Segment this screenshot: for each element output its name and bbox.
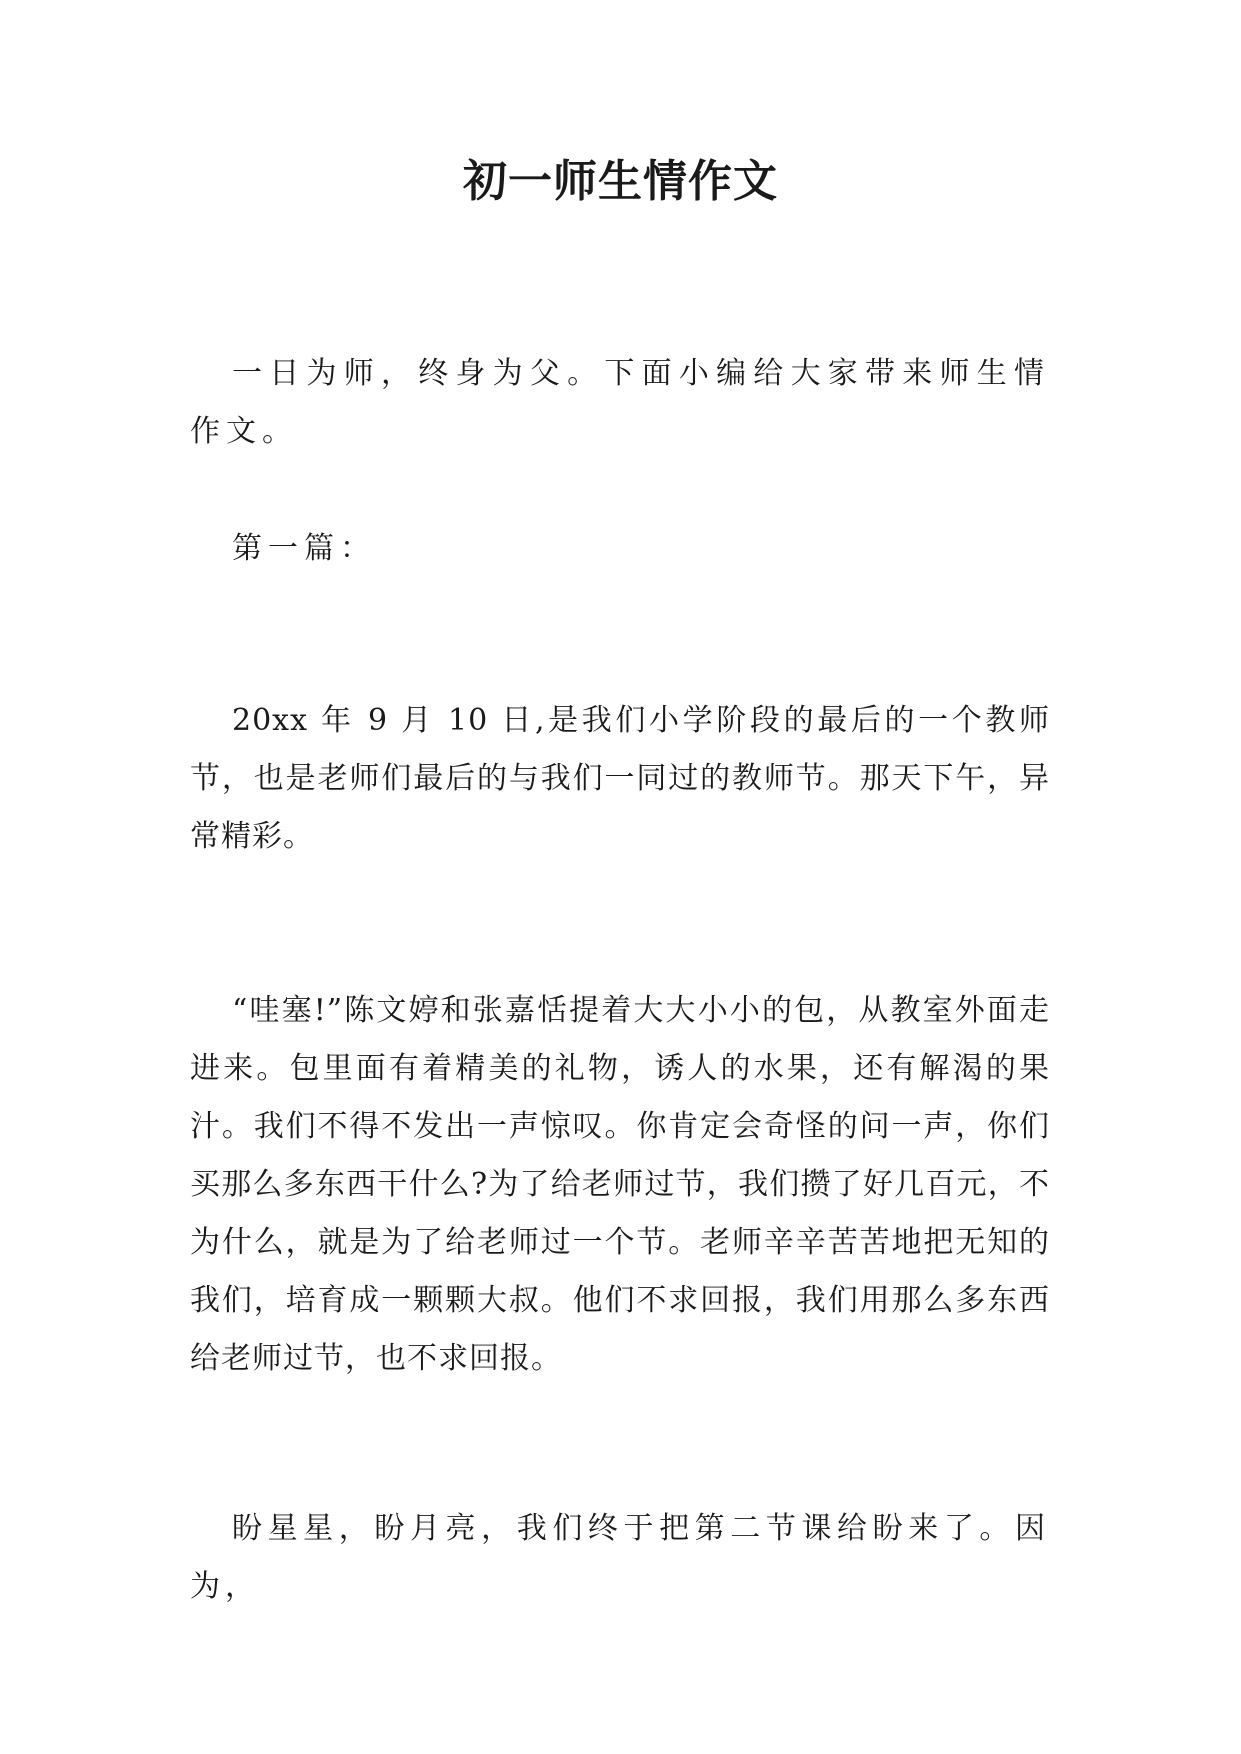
intro-paragraph: 一日为师，终身为父。下面小编给大家带来师生情作文。: [190, 356, 1050, 449]
body-paragraph: 盼星星，盼月亮，我们终于把第二节课给盼来了。因为，: [190, 1511, 1050, 1604]
body-paragraph: “哇塞!”陈文婷和张嘉恬提着大大小小的包，从教室外面走进来。包里面有着精美的礼物，诱人的水果，还有解渴的果汁。我们不得不发出一声惊叹。你肯定会奇怪的问一声，你们买那么多东西干什么?为了给老师过节，我们攒了好几百元，不为什么，就是为了给老师过一个节。老师辛辛苦苦地把无知的我们，培育成一颗颗大叔。他们不求回报，我们用那么多东西给老师过节，也不求回报。: [190, 993, 1050, 1376]
section-heading: 第一篇：: [232, 531, 376, 566]
document-title: 初一师生情作文: [463, 156, 778, 207]
body-paragraph: 20xx 年 9 月 10 日,是我们小学阶段的最后的一个教师节，也是老师们最后的与我们一同过的教师节。那天下午，异常精彩。: [190, 703, 1050, 854]
